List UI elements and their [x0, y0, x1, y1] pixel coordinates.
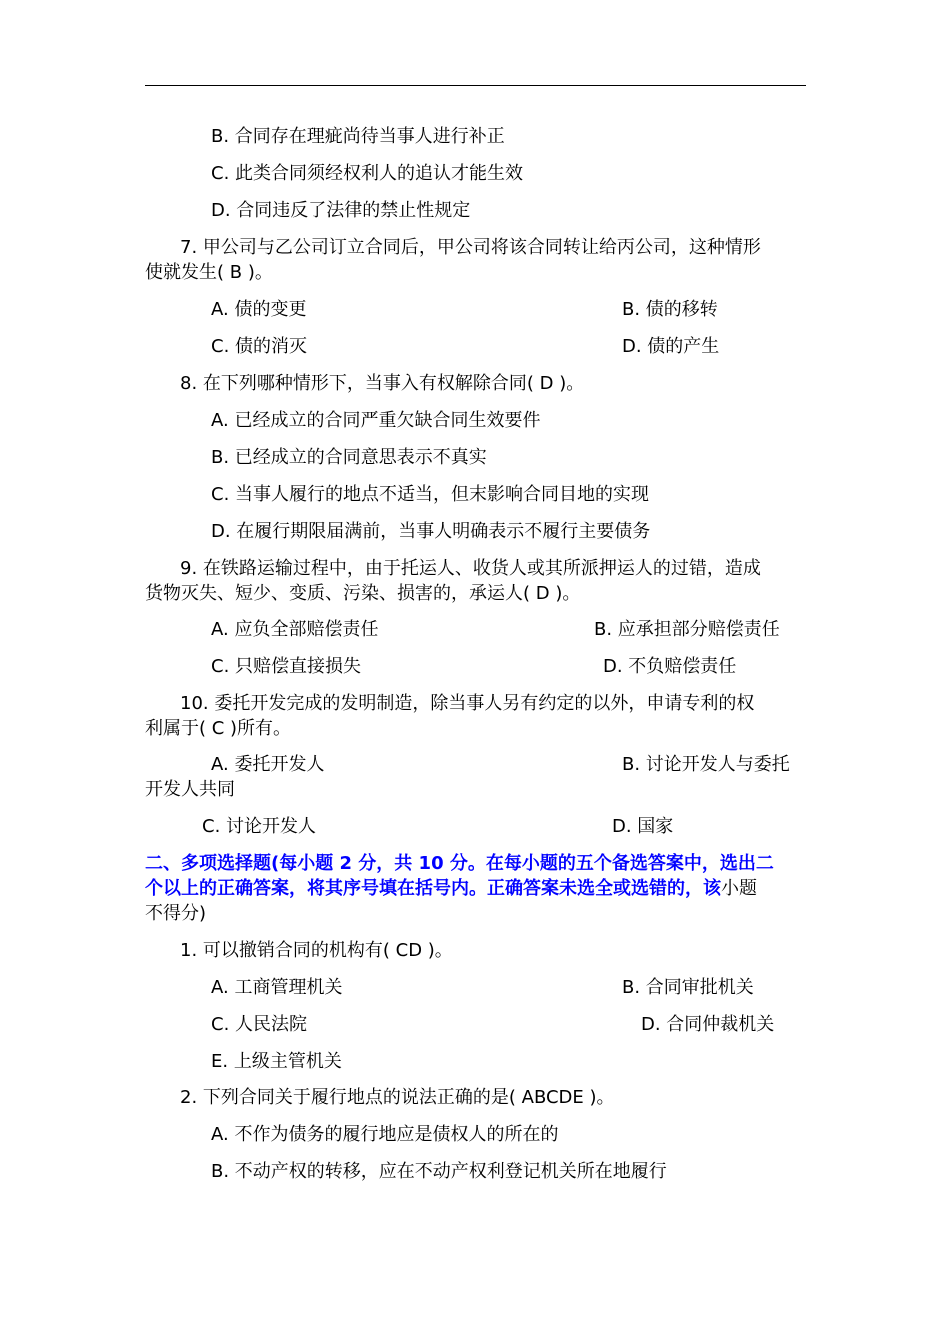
m1-option-d: D. 合同仲裁机关	[641, 1014, 775, 1035]
q8-option-d: D. 在履行期限届满前，当事人明确表示不履行主要债务	[211, 521, 651, 542]
q8-option-c: C. 当事人履行的地点不适当，但末影响合同目地的实现	[211, 484, 650, 505]
m2-stem: 2. 下列合同关于履行地点的说法正确的是( ABCDE )。	[180, 1087, 615, 1108]
q9-option-a: A. 应负全部赔偿责任	[211, 619, 379, 640]
q8-stem: 8. 在下列哪种情形下，当事入有权解除合同( D )。	[180, 373, 585, 394]
section2-heading-line2	[145, 876, 757, 902]
q9-option-d: D. 不负赔偿责任	[603, 656, 737, 677]
q10-option-d: D. 国家	[612, 816, 674, 837]
section2-heading-line1: 二、多项选择题(每小题 2 分，共 10 分。在每小题的五个备选答案中，选出二	[145, 853, 774, 874]
q10-option-c: C. 讨论开发人	[202, 816, 317, 837]
section2-heading-line3: 不得分)	[145, 903, 207, 924]
m2-option-a: A. 不作为债务的履行地应是债权人的所在的	[211, 1124, 559, 1145]
q7-option-c: C. 债的消灭	[211, 336, 308, 357]
q10-option-b-line1: B. 讨论开发人与委托	[622, 754, 790, 775]
q10-option-a: A. 委托开发人	[211, 754, 325, 775]
q7-stem-line1: 7. 甲公司与乙公司订立合同后，甲公司将该合同转让给丙公司，这种情形	[180, 237, 761, 258]
q10-stem-line1: 10. 委托开发完成的发明制造，除当事人另有约定的以外，申请专利的权	[180, 693, 755, 714]
q9-stem-line2: 货物灭失、短少、变质、污染、损害的，承运人( D )。	[145, 583, 581, 604]
m1-option-c: C. 人民法院	[211, 1014, 308, 1035]
q7-option-b: B. 债的移转	[622, 299, 718, 320]
q8-option-a: A. 已经成立的合同严重欠缺合同生效要件	[211, 410, 541, 431]
q7-option-d: D. 债的产生	[622, 336, 720, 357]
q9-option-c: C. 只赔偿直接损失	[211, 656, 362, 677]
section2-heading-line2-bold: 个以上的正确答案，将其序号填在括号内。正确答案未选全或选错的，该	[145, 878, 721, 899]
q8-option-b: B. 已经成立的合同意思表示不真实	[211, 447, 487, 468]
q6-option-d: D. 合同违反了法律的禁止性规定	[211, 200, 471, 221]
header-rule	[145, 85, 806, 86]
q6-option-c: C. 此类合同须经权利人的追认才能生效	[211, 163, 524, 184]
q9-stem-line1: 9. 在铁路运输过程中，由于托运人、收货人或其所派押运人的过错，造成	[180, 558, 761, 579]
q10-option-b-line2: 开发人共同	[145, 779, 235, 800]
m2-option-b: B. 不动产权的转移，应在不动产权利登记机关所在地履行	[211, 1161, 667, 1182]
q9-option-b: B. 应承担部分赔偿责任	[594, 619, 780, 640]
q7-stem-line2: 使就发生( B )。	[145, 262, 273, 283]
section2-heading-line2-plain: 小题	[721, 878, 757, 899]
m1-option-b: B. 合同审批机关	[622, 977, 754, 998]
q10-stem-line2: 利属于( C )所有。	[145, 718, 292, 739]
m1-stem: 1. 可以撤销合同的机构有( CD )。	[180, 940, 453, 961]
q7-option-a: A. 债的变更	[211, 299, 307, 320]
m1-option-a: A. 工商管理机关	[211, 977, 343, 998]
m1-option-e: E. 上级主管机关	[211, 1051, 342, 1072]
q6-option-b: B. 合同存在理疵尚待当事人进行补正	[211, 126, 505, 147]
